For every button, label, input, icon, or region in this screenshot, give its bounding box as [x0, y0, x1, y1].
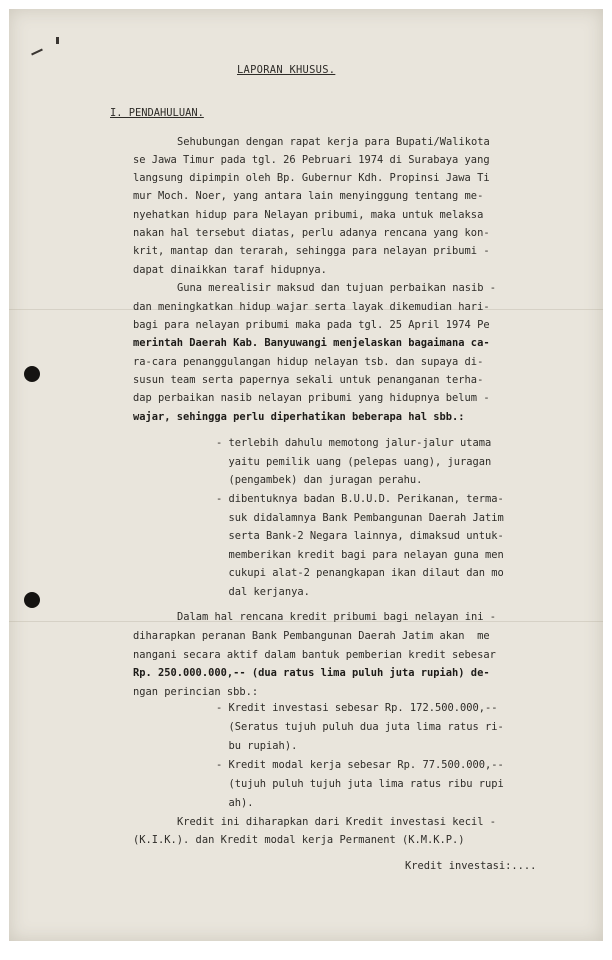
- text-line: nakan hal tersebut diatas, perlu adanya rencana yang kon-: [133, 227, 490, 239]
- list-item-line: (pengambek) dan juragan perahu.: [216, 474, 423, 486]
- document-title: LAPORAN KHUSUS.: [237, 64, 336, 76]
- text-line: ra-cara penanggulangan hidup nelayan tsb. dan supaya di-: [133, 356, 484, 368]
- text-line: langsung dipimpin oleh Bp. Gubernur Kdh. Propinsi Jawa Ti: [133, 172, 490, 184]
- list-item-line: - Kredit investasi sebesar Rp. 172.500.000,--: [216, 702, 498, 714]
- text-line: nangani secara aktif dalam bantuk pemberian kredit sebesar: [133, 649, 496, 661]
- text-line: bagi para nelayan pribumi maka pada tgl. 25 April 1974 Pe: [133, 319, 490, 331]
- list-item-line: (tujuh puluh tujuh juta lima ratus ribu rupi: [216, 778, 504, 790]
- document-page: [9, 9, 603, 941]
- text-line: susun team serta papernya sekali untuk penanganan terha-: [133, 374, 484, 386]
- list-item-line: cukupi alat-2 penangkapan ikan dilaut dan mo: [216, 567, 504, 579]
- ink-mark: [31, 49, 43, 56]
- text-line: ngan perincian sbb.:: [133, 686, 259, 698]
- ink-mark: [56, 37, 59, 44]
- punch-hole: [24, 366, 40, 382]
- text-line: nyehatkan hidup para Nelayan pribumi, maka untuk melaksa: [133, 209, 484, 221]
- text-line: dan meningkatkan hidup wajar serta layak dikemudian hari-: [133, 301, 490, 313]
- section-heading: I. PENDAHULUAN.: [110, 107, 204, 119]
- text-line: dap perbaikan nasib nelayan pribumi yang hidupnya belum -: [133, 392, 490, 404]
- list-item-line: bu rupiah).: [216, 740, 298, 752]
- list-item-line: suk didalamnya Bank Pembangunan Daerah Jatim: [216, 512, 504, 524]
- text-line: wajar, sehingga perlu diperhatikan beberapa hal sbb.:: [133, 411, 465, 423]
- list-item-line: - Kredit modal kerja sebesar Rp. 77.500.000,--: [216, 759, 504, 771]
- text-line: Guna merealisir maksud dan tujuan perbaikan nasib -: [177, 282, 497, 294]
- list-item-line: (Seratus tujuh puluh dua juta lima ratus ri-: [216, 721, 504, 733]
- page-continuation: Kredit investasi:....: [405, 860, 537, 872]
- text-line: mur Moch. Noer, yang antara lain menyinggung tentang me-: [133, 190, 484, 202]
- text-line: (K.I.K.). dan Kredit modal kerja Permanent (K.M.K.P.): [133, 834, 465, 846]
- list-item-line: yaitu pemilik uang (pelepas uang), juragan: [216, 456, 492, 468]
- punch-hole: [24, 592, 40, 608]
- text-line: krit, mantap dan terarah, sehingga para nelayan pribumi -: [133, 245, 490, 257]
- list-item-line: memberikan kredit bagi para nelayan guna men: [216, 549, 504, 561]
- text-line: Kredit ini diharapkan dari Kredit investasi kecil -: [177, 816, 497, 828]
- text-line: dapat dinaikkan taraf hidupnya.: [133, 264, 327, 276]
- list-item-line: - dibentuknya badan B.U.U.D. Perikanan, terma-: [216, 493, 504, 505]
- text-line: merintah Daerah Kab. Banyuwangi menjelaskan bagaimana ca-: [133, 337, 490, 349]
- text-line: diharapkan peranan Bank Pembangunan Daerah Jatim akan me: [133, 630, 490, 642]
- list-item-line: dal kerjanya.: [216, 586, 310, 598]
- text-line: Sehubungan dengan rapat kerja para Bupati/Walikota: [177, 136, 490, 148]
- text-line: Rp. 250.000.000,-- (dua ratus lima puluh juta rupiah) de-: [133, 667, 490, 679]
- list-item-line: ah).: [216, 797, 254, 809]
- text-line: Dalam hal rencana kredit pribumi bagi nelayan ini -: [177, 611, 497, 623]
- text-line: se Jawa Timur pada tgl. 26 Pebruari 1974 di Surabaya yang: [133, 154, 490, 166]
- list-item-line: - terlebih dahulu memotong jalur-jalur utama: [216, 437, 492, 449]
- list-item-line: serta Bank-2 Negara lainnya, dimaksud untuk-: [216, 530, 504, 542]
